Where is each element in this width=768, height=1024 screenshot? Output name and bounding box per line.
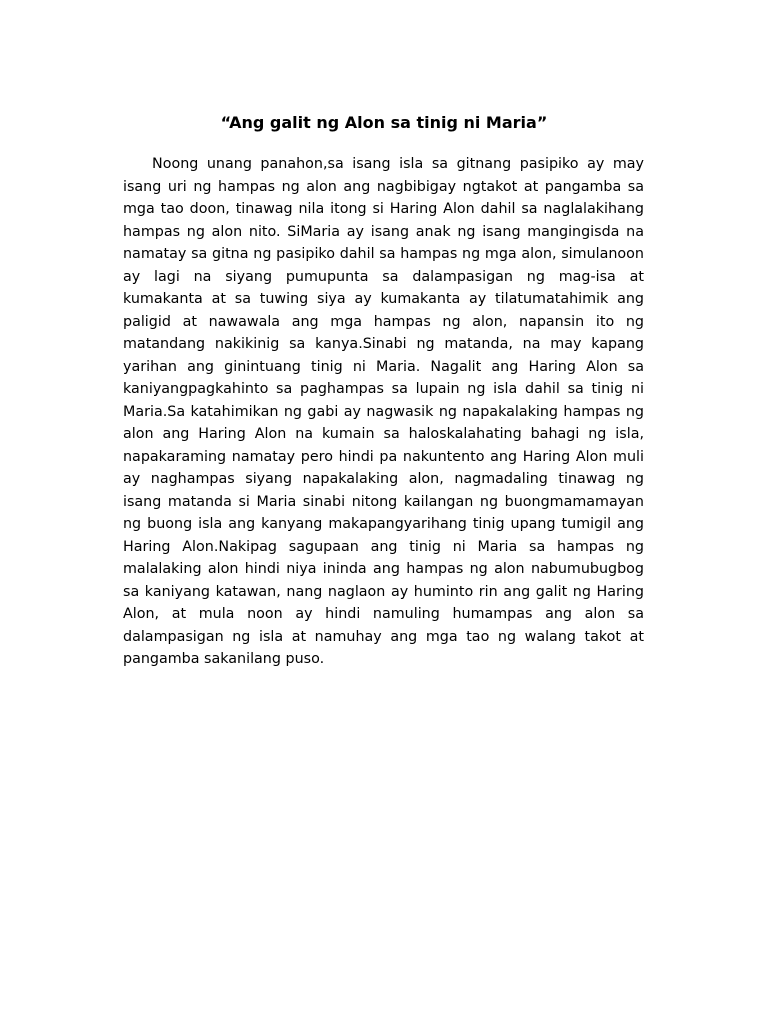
document-title: “Ang galit ng Alon sa tinig ni Maria” — [220, 113, 548, 132]
story-paragraph: Noong unang panahon,sa isang isla sa gitnang pasipiko ay may isang uri ng hampas ng alon ang nagbibigay ngtakot at pangamba sa mga tao doon, tinawag nila itong si Haring Alon dahil sa naglalakihang hampas ng alon nito. SiMaria ay isang anak ng isang mangingisda na namatay sa gitna ng pasipiko dahil sa hampas ng mga alon, simulanoon ay lagi na siyang pumupunta sa dalampasigan ng mag-isa at kumakanta at sa tuwing siya ay kumakanta ay tilatumatahimik ang paligid at nawawala ang mga hampas ng alon, napansin ito ng matandang nakikinig sa kanya.Sinabi ng matanda, na may kapang yarihan ang ginintuang tinig ni Maria. Nagalit ang Haring Alon sa kaniyangpagkahinto sa paghampas sa lupain ng isla dahil sa tinig ni Maria.Sa katahimikan ng gabi ay nagwasik ng napakalaking hampas ng alon ang Haring Alon na kumain sa haloskalahating bahagi ng isla, napakaraming namatay pero hindi pa nakuntento ang Haring Alon muli ay naghampas siyang napakalaking alon, nagmadaling tinawag ng isang matanda si Maria sinabi nitong kailangan ng buongmamamayan ng buong isla ang kanyang makapangyarihang tinig upang tumigil ang Haring Alon.Nakipag sagupaan ang tinig ni Maria sa hampas ng malalaking alon hindi niya ininda ang hampas ng alon nabumubugbog sa kaniyang katawan, nang naglaon ay huminto rin ang galit ng Haring Alon, at mula noon ay hindi namuling humampas ang alon sa dalampasigan ng isla at namuhay ang mga tao ng walang takot at pangamba sakanilang puso. — [123, 156, 644, 667]
